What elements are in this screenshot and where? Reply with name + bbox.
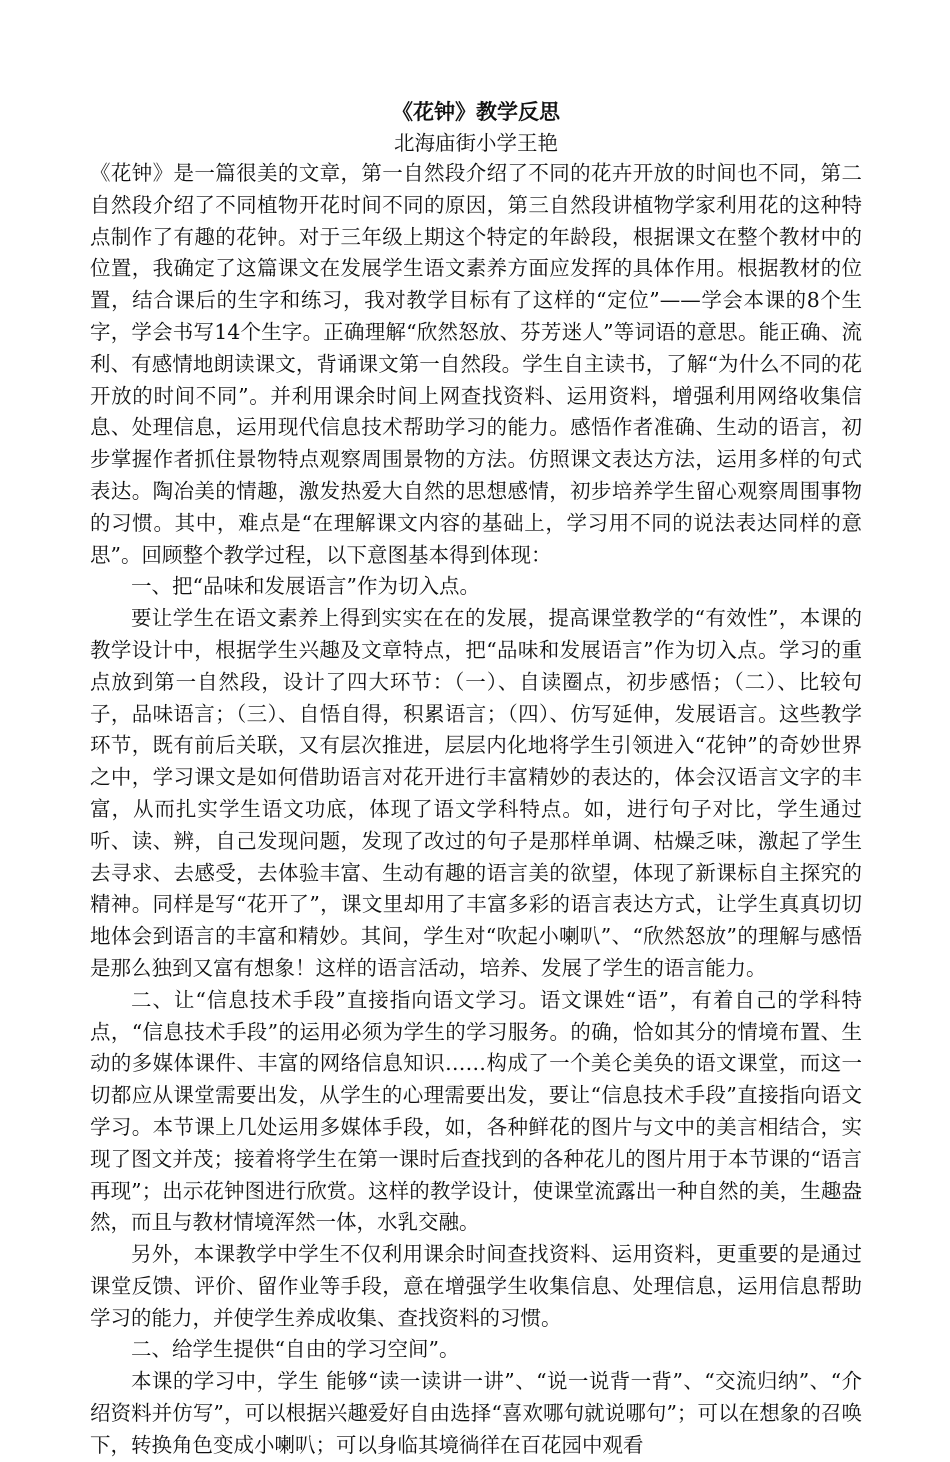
document-title: 《花钟》教学反思 [392,99,560,124]
paragraph-section-1: 要让学生在语文素养上得到实实在在的发展，提高课堂教学的“有效性”，本课的教学设计中，根据学生兴趣及文章特点，把“品味和发展语言”作为切入点。学习的重点放到第一自然段，设计了四大环节：（一）、自读圈点，初步感悟；（二）、比较句子，品味语言；（三）、自悟自得，积累语言；（四）、仿写延伸，发展语言。这些教学环节，既有前后关联，又有层次推进，层层内化地将学生引领进入“花钟”的奇妙世界之中，学习课文是如何借助语言对花开进行丰富精妙的表达的，体会汉语言文字的丰富，从而扎实学生语文功底，体现了语文学科特点。如，进行句子对比，学生通过听、读、辨，自己发现问题，发现了改过的句子是那样单调、枯燥乏味，激起了学生去寻求、去感受，去体验丰富、生动有趣的语言美的欲望，体现了新课标自主探究的精神。同样是写“花开了”，课文里却用了丰富多彩的语言表达方式，让学生真真切切地体会到语言的丰富和精妙。其间，学生对“吹起小喇叭”、“欣然怒放”的理解与感悟是那么独到又富有想象！这样的语言活动，培养、发展了学生的语言能力。 [90,606,862,980]
document-page [90,96,862,1462]
paragraph-section-3: 本课的学习中，学生 能够“读一读讲一讲”、“说一说背一背”、“交流归纳”、“介绍资料并仿写”，可以根据兴趣爱好自由选择“喜欢哪句就说哪句”；可以在想象的召唤下，转换角色变成小喇叭；可以身临其境徜徉在百花园中观看 [90,1369,862,1457]
paragraph-intro: 《花钟》是一篇很美的文章，第一自然段介绍了不同的花卉开放的时间也不同，第二自然段介绍了不同植物开花时间不同的原因，第三自然段讲植物学家利用花的这种特点制作了有趣的花钟。对于三年级上期这个特定的年龄段，根据课文在整个教材中的位置，我确定了这篇课文在发展学生语文素养方面应发挥的具体作用。根据教材的位置，结合课后的生字和练习，我对教学目标有了这样的“定位”——学会本课的8个生字，学会书写14个生字。正确理解“欣然怒放、芬芳迷人”等词语的意思。能正确、流利、有感情地朗读课文，背诵课文第一自然段。学生自主读书，了解“为什么不同的花开放的时间不同”。并利用课余时间上网查找资料、运用资料，增强利用网络收集信息、处理信息，运用现代信息技术帮助学习的能力。感悟作者准确、生动的语言，初步掌握作者抓住景物特点观察周围景物的方法。仿照课文表达方法，运用多样的句式表达。陶冶美的情趣，激发热爱大自然的思想感情，初步培养学生留心观察周围事物的习惯。其中，难点是“在理解课文内容的基础上，学习用不同的说法表达同样的意思”。回顾整个教学过程，以下意图基本得到体现： [90,161,862,567]
paragraph-section-2: 二、让“信息技术手段”直接指向语文学习。语文课姓“语”，有着自己的学科特点，“信息技术手段”的运用必须为学生的学习服务。的确，恰如其分的情境布置、生动的多媒体课件、丰富的网络信息知识……构成了一个美仑美奂的语文课堂，而这一切都应从课堂需要出发，从学生的心理需要出发，要让“信息技术手段”直接指向语文学习。本节课上几处运用多媒体手段，如，各种鲜花的图片与文中的美言相结合，实现了图文并茂；接着将学生在第一课时后查找到的各种花儿的图片用于本节课的“语言再现”；出示花钟图进行欣赏。这样的教学设计，使课堂流露出一种自然的美，生趣盎然，而且与教材情境浑然一体，水乳交融。 [90,987,862,1235]
paragraph-additional: 另外，本课教学中学生不仅利用课余时间查找资料、运用资料，更重要的是通过课堂反馈、评价、留作业等手段，意在增强学生收集信息、处理信息，运用信息帮助学习的能力，并使学生养成收集、查找资料的习惯。 [90,1242,862,1330]
document-author: 北海庙街小学王艳 [394,131,558,155]
section-heading-3: 二、给学生提供“自由的学习空间”。 [131,1337,460,1362]
section-heading-1: 一、把“品味和发展语言”作为切入点。 [131,574,480,599]
